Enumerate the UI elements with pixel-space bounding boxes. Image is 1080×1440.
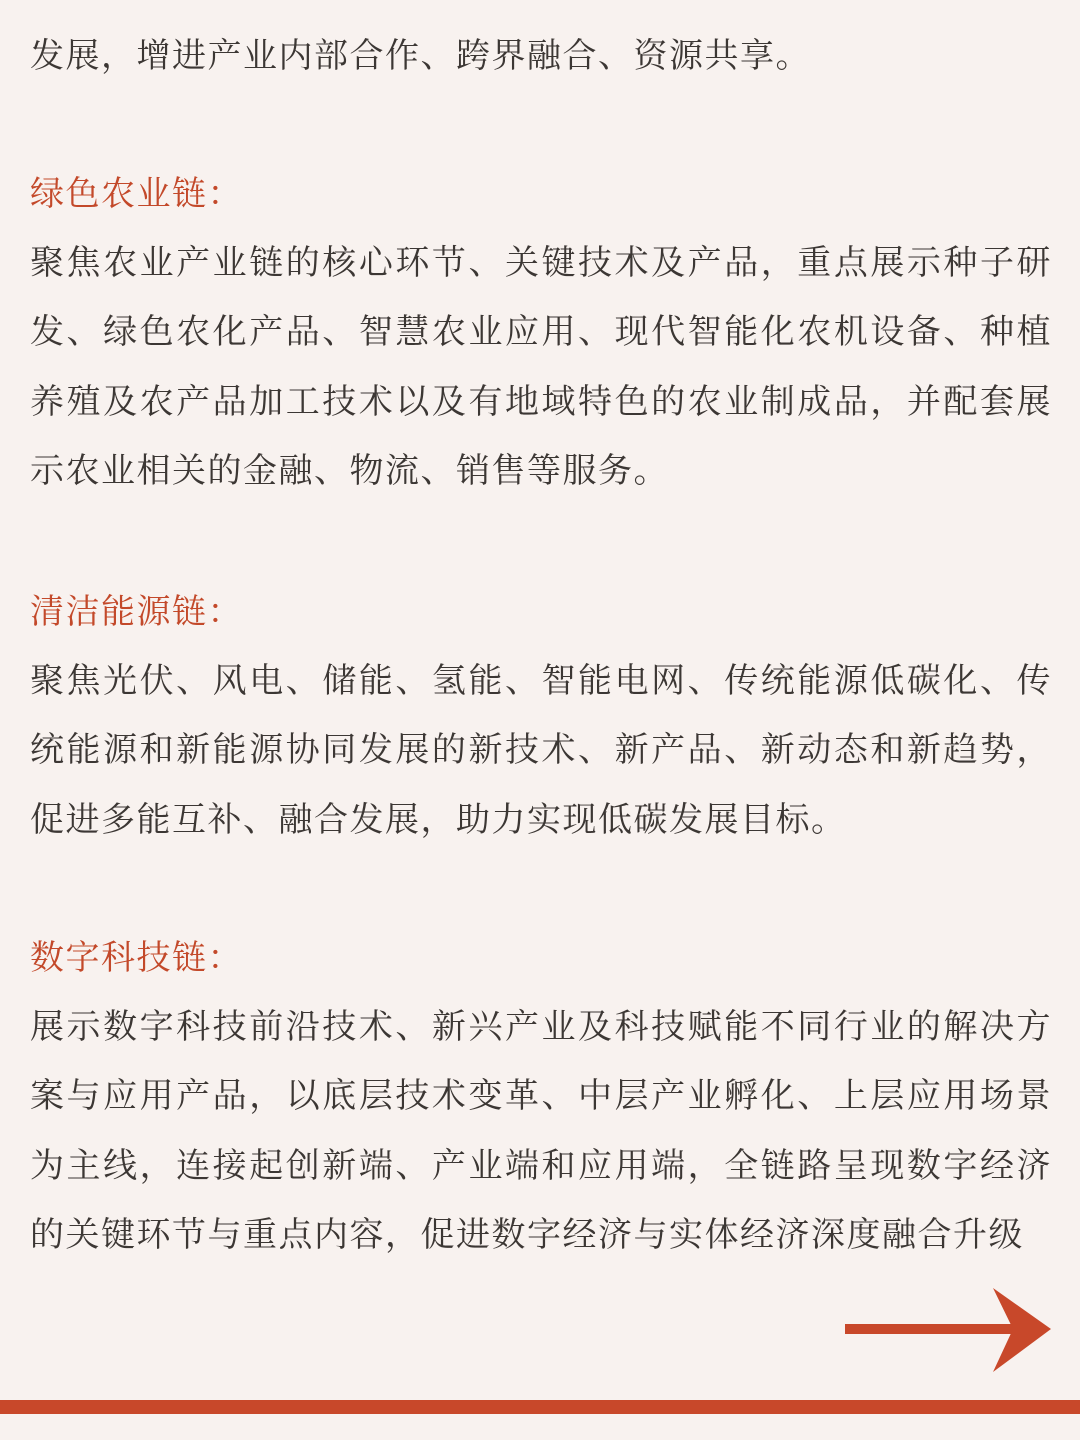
section-clean-energy [30, 578, 1052, 855]
arrow-right-icon[interactable] [843, 1284, 1053, 1376]
section-heading: 绿色农业链： [30, 174, 243, 214]
section-body: 聚焦农业产业链的核心环节、关键技术及产品，重点展示种子研发、绿色农化产品、智慧农业应用、现代智能化农机设备、种植养殖及农产品加工技术以及有地域特色的农业制成品，并配套展示农业相关的金融、物流、销售等服务。 [30, 243, 1052, 491]
section-heading: 清洁能源链： [30, 592, 243, 632]
section-body: 展示数字科技前沿技术、新兴产业及科技赋能不同行业的解决方案与应用产品，以底层技术变革、中层产业孵化、上层应用场景为主线，连接起创新端、产业端和应用端，全链路呈现数字经济的关键环节与重点内容，促进数字经济与实体经济深度融合升级 [30, 1007, 1052, 1255]
intro-paragraph: 发展，增进产业内部合作、跨界融合、资源共享。 [30, 36, 811, 76]
section-green-agriculture [30, 160, 1052, 506]
section-heading: 数字科技链： [30, 938, 243, 978]
bottom-divider [0, 1400, 1080, 1414]
section-digital-tech [30, 924, 1052, 1270]
section-body: 聚焦光伏、风电、储能、氢能、智能电网、传统能源低碳化、传统能源和新能源协同发展的新技术、新产品、新动态和新趋势，促进多能互补、融合发展，助力实现低碳发展目标。 [30, 661, 1052, 840]
